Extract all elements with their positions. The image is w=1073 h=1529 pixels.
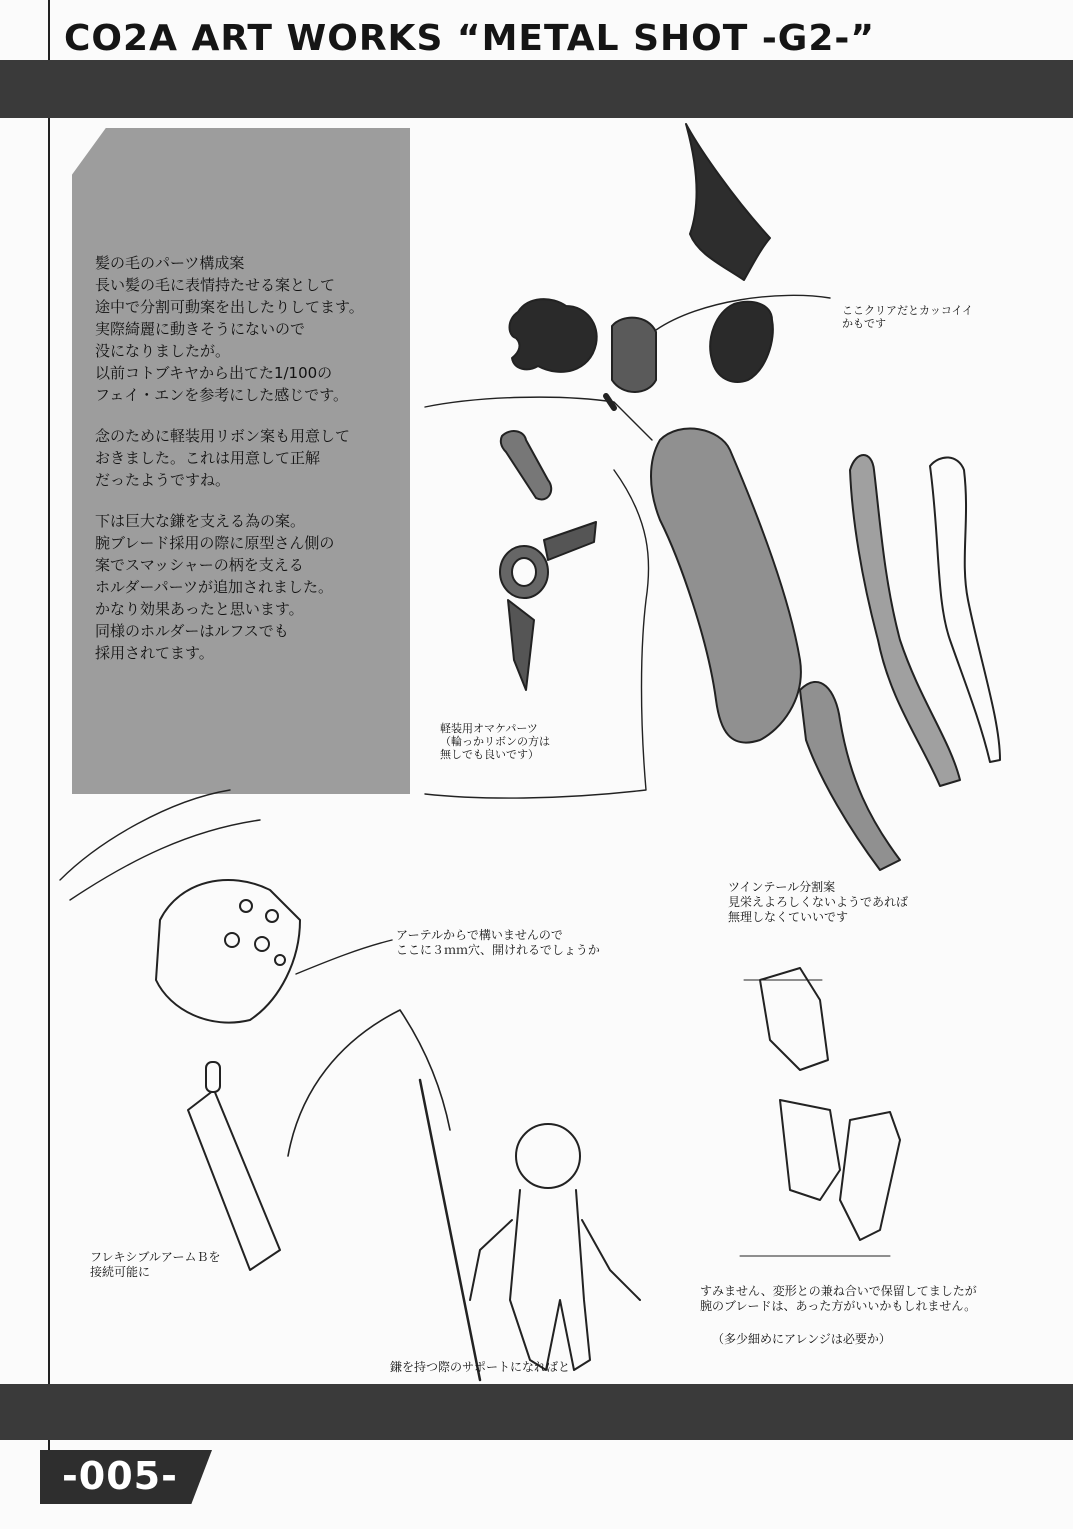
figure-head-sketch — [516, 1124, 580, 1188]
hair-spike-sketch — [686, 124, 770, 280]
scythe-sketch — [70, 820, 260, 900]
note-twintail-split: ツインテール分割案 見栄えよろしくないようであれば 無理しなくていいです — [728, 880, 909, 924]
ribbon-sketch — [544, 522, 596, 560]
scythe-sketch — [420, 1080, 480, 1380]
figure-arm-sketch — [470, 1220, 512, 1300]
scythe-sketch — [288, 1010, 450, 1156]
note-arm-blade: すみません、変形との兼ね合いで保留してましたが 腕のブレードは、あった方がいいかもしれません。 — [700, 1284, 977, 1313]
memo-paragraph: 髪の毛のパーツ構成案 長い髪の毛に表情持たせる案として 途中で分割可動案を出したりしてます。 実際綺麗に動きそうにないので 没になりましたが。 以前コトブキヤから出てた1/100の フェイ・エンを参考にした感じです。 — [95, 254, 364, 404]
arm-blade-sketch — [780, 1100, 840, 1200]
holder-cube-sketch — [156, 880, 300, 1023]
peg-sketch — [501, 431, 551, 499]
scythe-sketch — [60, 790, 230, 880]
memo-paragraph: 下は巨大な鎌を支える為の案。 腕ブレード採用の際に原型さん側の 案でスマッシャーの柄を支える ホルダーパーツが追加されました。 かなり効果あったと思います。 同様のホルダーはルフスでも 採用されてます。 — [95, 512, 335, 662]
twintail-sketch — [930, 457, 1000, 762]
note-ribbon-parts: 軽装用オマケパーツ （輪っかリボンの方は 無しでも良いです） — [440, 722, 550, 761]
page-title: CO2A ART WORKS “METAL SHOT -G2-” — [64, 18, 875, 59]
twintail-sketch — [850, 455, 960, 786]
note-hole-request: アーテルからで構いませんので ここに３ｍｍ穴、開けれるでしょうか — [396, 928, 600, 957]
flex-arm-sketch — [188, 1090, 280, 1270]
figure-body-sketch — [510, 1190, 590, 1370]
arm-blade-sketch — [840, 1112, 900, 1240]
note-clear-part: ここクリアだとカッコイイ かもです — [842, 304, 974, 330]
page-number: -005- — [62, 1454, 178, 1498]
note-flex-arm: フレキシブルアームＢを 接続可能に — [90, 1250, 221, 1279]
twintail-sketch — [800, 682, 900, 870]
twintail-sketch — [651, 429, 801, 743]
hair-joint-sketch — [710, 302, 773, 382]
callout-line — [425, 397, 652, 440]
arm-blade-sketch — [760, 968, 828, 1070]
figure-arm-sketch — [582, 1220, 640, 1300]
hair-joint-sketch — [612, 318, 656, 392]
hair-joint-sketch — [510, 299, 597, 372]
callout-line — [296, 940, 392, 974]
memo-paragraph: 念のために軽装用リボン案も用意して おきました。これは用意して正解 だったようですね。 — [95, 427, 351, 489]
note-scythe-support: 鎌を持つ際のサポートになればと — [390, 1360, 571, 1374]
ribbon-sketch — [508, 600, 534, 690]
note-arrange: （多少細めにアレンジは必要か） — [712, 1332, 891, 1346]
